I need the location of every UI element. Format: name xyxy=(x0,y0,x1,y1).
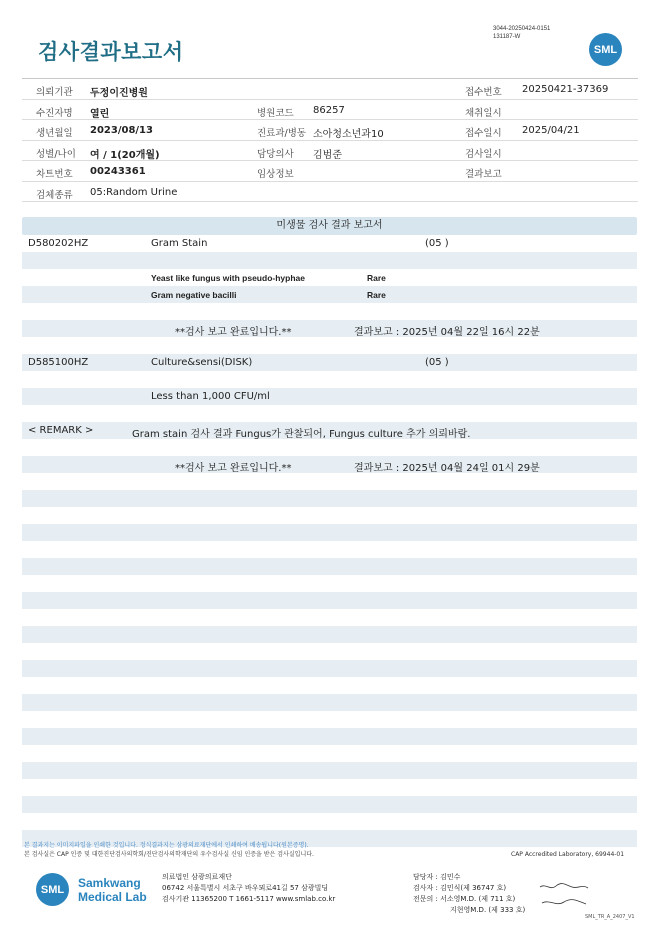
empty-row xyxy=(22,575,637,592)
value-specimen-type: 05:Random Urine xyxy=(90,186,178,198)
empty-row xyxy=(22,524,637,541)
test-specimen: (05 ) xyxy=(425,357,449,368)
completion-text: **검사 보고 완료입니다.** xyxy=(175,463,292,474)
specialist-2: 지현영M.D. (제 333 호) xyxy=(450,906,526,914)
blank-row xyxy=(22,405,637,422)
empty-row xyxy=(22,694,637,711)
signature-icon xyxy=(536,881,592,911)
label-sex-age: 성별/나이 xyxy=(36,148,76,160)
label-receipt-date: 접수일시 xyxy=(465,128,502,139)
completion-row xyxy=(22,456,637,473)
remark-label: < REMARK > xyxy=(28,425,94,436)
remark-text: Gram stain 검사 결과 Fungus가 관찰되어, Fungus culture 추가 의뢰바람. xyxy=(132,429,471,440)
empty-row xyxy=(22,473,637,490)
result-row xyxy=(22,286,637,303)
brand-line1: Samkwang xyxy=(78,876,141,890)
brand-line2: Medical Lab xyxy=(78,890,147,904)
report-section-title: 미생물 검사 결과 보고서 xyxy=(22,217,637,235)
microbiology-report xyxy=(22,217,637,847)
empty-row xyxy=(22,779,637,796)
brand-name xyxy=(78,876,147,904)
report-timestamp: 결과보고 : 2025년 04월 24일 01시 29분 xyxy=(354,463,540,474)
value-patient-name: 열린 xyxy=(90,108,110,120)
label-requesting-org: 의뢰기관 xyxy=(36,87,73,98)
label-collection-date: 채취일시 xyxy=(465,107,502,119)
patient-info-table xyxy=(22,78,638,202)
blank-row xyxy=(22,303,637,320)
accreditation-notice: 본 검사실은 CAP 인증 및 대한진단검사의학회/진단검사의학재단의 우수검사실 신임 인증을 받은 검사실입니다. xyxy=(24,851,314,858)
empty-row xyxy=(22,660,637,677)
empty-row xyxy=(22,762,637,779)
empty-row xyxy=(22,728,637,745)
test-name: Culture&sensi(DISK) xyxy=(151,357,253,368)
org-contact: 검사기관 11365200 T 1661-5117 www.smlab.co.kr xyxy=(162,895,336,903)
result-item: Gram negative bacilli xyxy=(151,290,237,300)
empty-rows xyxy=(22,473,637,847)
value-department: 소아청소년과10 xyxy=(313,129,384,140)
label-hospital-code: 병원코드 xyxy=(257,107,294,119)
empty-row xyxy=(22,609,637,626)
empty-row xyxy=(22,796,637,813)
value-sex-age: 여 / 1(20개월) xyxy=(90,149,160,161)
report-timestamp: 결과보고 : 2025년 04월 22일 16시 22분 xyxy=(354,327,540,338)
label-receipt-number: 접수번호 xyxy=(465,87,502,98)
label-result-report: 결과보고 xyxy=(465,169,502,180)
empty-row xyxy=(22,592,637,609)
label-specimen-type: 검체종류 xyxy=(36,189,73,201)
empty-row xyxy=(22,643,637,660)
form-number: SML_TR_A_2407_V1 xyxy=(585,914,635,920)
test-specimen: (05 ) xyxy=(425,238,449,249)
label-clinical-info: 임상정보 xyxy=(257,169,294,180)
value-birth-date: 2023/08/13 xyxy=(90,125,153,136)
value-receipt-date: 2025/04/21 xyxy=(522,125,580,136)
report-title: 검사결과보고서 xyxy=(38,40,184,64)
info-row xyxy=(22,161,638,182)
info-row xyxy=(22,141,638,162)
test-row xyxy=(22,235,637,252)
test-name: Gram Stain xyxy=(151,238,208,249)
value-requesting-org: 두정이진병원 xyxy=(90,88,148,99)
blank-row xyxy=(22,371,637,388)
specialist-1: 전문의 : 서소영M.D. (제 711 호) xyxy=(413,895,516,903)
label-patient-name: 수진자명 xyxy=(36,107,73,119)
empty-row xyxy=(22,507,637,524)
completion-text: **검사 보고 완료입니다.** xyxy=(175,327,292,338)
blank-row xyxy=(22,439,637,456)
empty-row xyxy=(22,558,637,575)
label-department: 진료과/병동 xyxy=(257,128,307,139)
result-row xyxy=(22,269,637,286)
document-number-line2: 131187-W xyxy=(493,34,521,40)
test-code: D585100HZ xyxy=(28,357,89,368)
empty-row xyxy=(22,541,637,558)
footer-note xyxy=(24,841,314,859)
sml-logo-icon: SML xyxy=(589,33,622,66)
label-birth-date: 생년월일 xyxy=(36,128,73,139)
info-row xyxy=(22,79,638,100)
remark-row xyxy=(22,422,637,439)
empty-row xyxy=(22,677,637,694)
test-row xyxy=(22,354,637,371)
cap-accreditation: CAP Accredited Laboratory, 69944-01 xyxy=(511,851,625,858)
result-row xyxy=(22,388,637,405)
document-number-line1: 3044-20250424-0151 xyxy=(493,26,551,32)
completion-row xyxy=(22,320,637,337)
result-item: Yeast like fungus with pseudo-hyphae xyxy=(151,273,305,283)
organization-info xyxy=(162,872,335,905)
value-receipt-number: 20250421-37369 xyxy=(522,84,609,95)
info-row xyxy=(22,120,638,141)
result-value: Rare xyxy=(367,273,386,283)
empty-row xyxy=(22,745,637,762)
empty-row xyxy=(22,711,637,728)
result-value: Rare xyxy=(367,290,386,300)
value-hospital-code: 86257 xyxy=(313,104,345,116)
label-chart-number: 차트번호 xyxy=(36,169,73,180)
test-code: D580202HZ xyxy=(28,238,89,249)
org-address: 06742 서울특별시 서초구 바우뫼로41길 57 삼광빌딩 xyxy=(162,884,329,892)
info-row xyxy=(22,182,638,203)
blank-row xyxy=(22,337,637,354)
blank-row xyxy=(22,252,637,269)
info-row xyxy=(22,100,638,121)
signatories xyxy=(413,872,525,916)
org-name: 의료법인 삼광의료재단 xyxy=(162,873,232,881)
document-number xyxy=(493,25,550,41)
culture-result: Less than 1,000 CFU/ml xyxy=(151,391,270,402)
sml-logo-icon: SML xyxy=(36,873,69,906)
value-chart-number: 00243361 xyxy=(90,166,146,177)
empty-row xyxy=(22,813,637,830)
label-doctor: 담당의사 xyxy=(257,148,294,160)
staff-in-charge: 담당자 : 김민수 xyxy=(413,873,461,881)
empty-row xyxy=(22,626,637,643)
label-test-date: 검사일시 xyxy=(465,148,502,160)
empty-row xyxy=(22,490,637,507)
tester: 검사자 : 김민식(제 36747 호) xyxy=(413,884,507,892)
value-doctor: 김범준 xyxy=(313,149,342,161)
print-notice: 본 결과지는 이미지파일을 인쇄한 것입니다. 정식결과지는 삼광의료재단에서 인쇄하여 배송됩니다(원본증명). xyxy=(24,842,309,849)
